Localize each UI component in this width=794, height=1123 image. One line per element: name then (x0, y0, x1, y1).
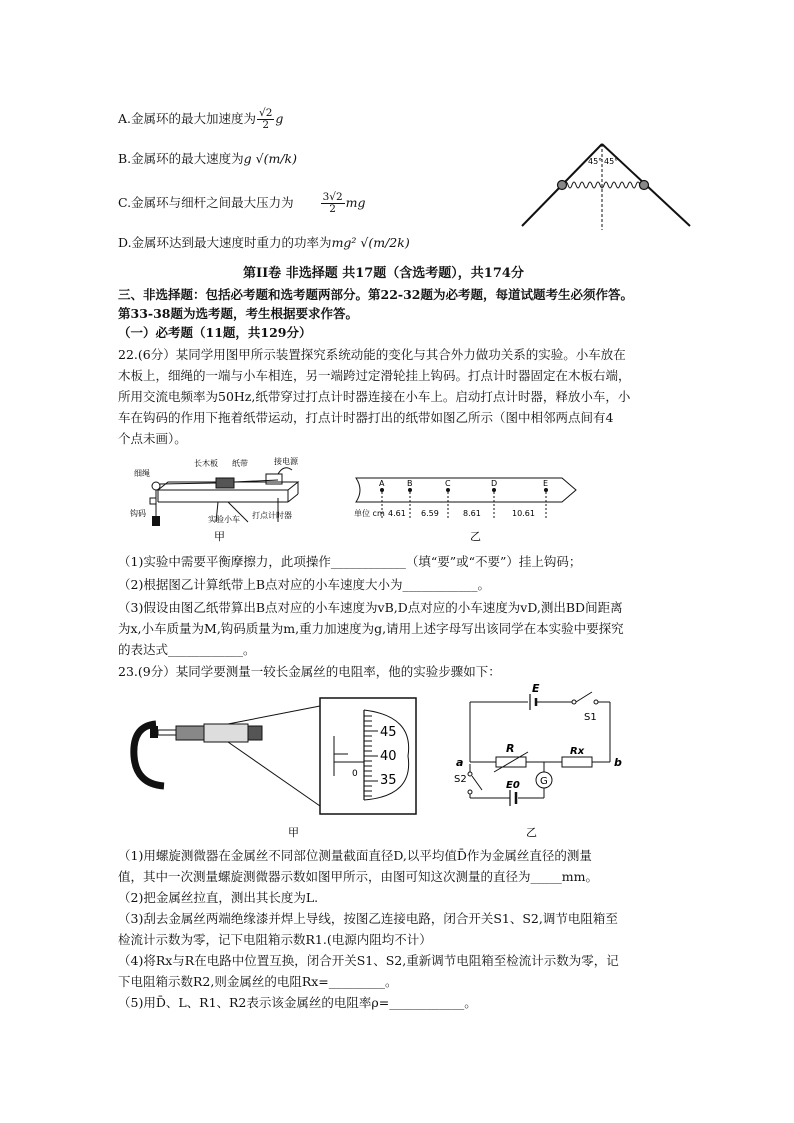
angle-left-label: 45° (588, 157, 603, 166)
option-c-num: 3√2 (322, 191, 343, 203)
tape-point (380, 488, 384, 492)
q23-line-1: 23.(9分）某同学要测量一较长金属丝的电阻率，他的实验步骤如下： (118, 664, 501, 679)
section-heading-2: 第33-38题为选考题，考生根据要求作答。 (118, 306, 358, 321)
q22-sub-2: （2)根据图乙计算纸带上B点对应的小车速度大小为____________。 (118, 577, 491, 592)
right-ring (640, 181, 649, 190)
circuit-b: b (614, 756, 622, 769)
tape-figure (352, 472, 582, 544)
tape-label: 乙 (470, 530, 481, 543)
option-d-text: D.金属环达到最大速度时重力的功率为 (118, 235, 332, 250)
q22-sub-3c: 的表达式____________。 (118, 642, 256, 657)
tape-point-label: D (491, 479, 498, 488)
tape-point-label: B (407, 479, 413, 488)
scale-40: 40 (380, 749, 397, 764)
scale-35: 35 (380, 773, 397, 788)
section-title: 第II卷 非选择题 共17题（含选考题），共174分 (243, 266, 524, 281)
q23-step-1a: （1)用螺旋测微器在金属丝不同部位测量截面直径D,以平均值D̄作为金属丝直径的测量 (118, 848, 592, 863)
option-c-den: 2 (329, 203, 336, 215)
circuit-E: E (532, 682, 540, 695)
q22-line-2: 木板上，细绳的一端与小车相连，另一端跨过定滑轮挂上钩码。打点计时器固定在木板右端， (118, 368, 631, 383)
label-rope: 细绳 (134, 469, 150, 478)
circuit-E0: E0 (506, 780, 520, 791)
q23-step-5: （5)用D̄、L、R1、R2表示该金属丝的电阻率ρ=____________。 (118, 995, 477, 1010)
q23-step-2: （2)把金属丝拉直，测出其长度为L. (118, 890, 319, 905)
label-board: 长木板 (194, 459, 218, 468)
tape-distance: 10.61 (512, 509, 535, 518)
q22-sub-1: （1)实验中需要平衡摩擦力，此项操作____________（填“要”或“不要”）挂上钩码； (118, 554, 582, 569)
q23-step-3b: 检流计示数为零，记下电阻箱示数R1.(电源内阻均不计） (118, 932, 432, 947)
option-a-tail: g (275, 111, 284, 126)
circuit-G: G (540, 776, 548, 787)
option-c-text: C.金属环与细杆之间最大压力为 (118, 195, 294, 210)
section-sub: （一）必考题（11题，共129分） (118, 325, 312, 340)
option-b-text: B.金属环的最大速度为 (118, 151, 244, 166)
tape-point-label: E (543, 479, 549, 488)
micrometer-figure (128, 696, 418, 840)
scale-zero: 0 (352, 769, 358, 779)
label-weight: 钩码 (130, 509, 146, 518)
option-d (118, 234, 410, 252)
circuit-label: 乙 (526, 826, 537, 839)
tape-unit: 单位 cm (354, 509, 385, 518)
option-a-fraction (257, 108, 274, 131)
q23-step-1b: 值，其中一次测量螺旋测微器示数如图甲所示，由图可知这次测量的直径为_____mm。 (118, 869, 598, 884)
tape-distance: 8.61 (463, 509, 481, 518)
scale-45: 45 (380, 725, 397, 740)
apparatus-figure (128, 456, 308, 544)
option-b (118, 150, 297, 168)
q23-step-4b: 下电阻箱示数R2,则金属丝的电阻Rx=_________。 (118, 974, 398, 989)
q22-line-5: 个点未画）。 (118, 431, 187, 446)
option-d-formula: mg² √(m/2k) (331, 235, 410, 250)
micrometer-label: 甲 (288, 826, 299, 839)
circuit-S1: S1 (584, 712, 597, 723)
option-a-den: 2 (262, 119, 270, 131)
tape-distance: 6.59 (421, 509, 439, 518)
option-c (118, 192, 366, 215)
q22-line-3: 所用交流电频率为50Hz,纸带穿过打点计时器连接在小车上。启动打点计时器，释放小车，小 (118, 389, 631, 404)
q23-step-4a: （4)将Rx与R在电路中位置互换，闭合开关S1、S2,重新调节电阻箱至检流计示数为零，记 (118, 953, 619, 968)
option-c-tail: mg (345, 195, 366, 210)
circuit-R: R (506, 742, 515, 755)
label-timer: 打点计时器 (252, 511, 292, 520)
angle-right-label: 45° (604, 157, 619, 166)
q22-line-1: 22.(6分）某同学用图甲所示装置探究系统动能的变化与其合外力做功关系的实验。小车放在 (118, 347, 626, 362)
label-car: 实验小车 (208, 515, 240, 524)
left-ring (558, 181, 567, 190)
circuit-S2: S2 (454, 774, 467, 785)
tape-point (492, 488, 496, 492)
tape-point (408, 488, 412, 492)
rods-spring-figure (518, 140, 708, 232)
tape-distance: 4.61 (388, 509, 406, 518)
q22-sub-3a: （3)假设由图乙纸带算出B点对应的小车速度为vB,D点对应的小车速度为vD,测出BD间距离 (118, 600, 623, 615)
section-heading-1: 三、非选择题：包括必考题和选考题两部分。第22-32题为必考题，每道试题考生必须作答。 (118, 287, 633, 302)
option-b-formula: g √(m/k) (243, 151, 298, 166)
apparatus-label: 甲 (214, 530, 225, 543)
option-a-num: √2 (259, 107, 273, 119)
q22-sub-3b: 为x,小车质量为M,钩码质量为m,重力加速度为g,请用上述字母写出该同学在本实验中要探究 (118, 621, 624, 636)
tape-point-label: A (379, 479, 385, 488)
label-power: 接电源 (274, 457, 298, 466)
circuit-Rx: Rx (570, 746, 585, 757)
q22-line-4: 车在钩码的作用下拖着纸带运动，打点计时器打出的纸带如图乙所示（图中相邻两点间有4 (118, 410, 614, 425)
tape-point (446, 488, 450, 492)
option-a (118, 108, 283, 131)
option-c-fraction (321, 192, 345, 215)
tape-point (544, 488, 548, 492)
circuit-a: a (456, 756, 464, 769)
circuit-figure (450, 680, 626, 840)
option-a-text: A.金属环的最大加速度为 (118, 111, 257, 126)
label-tape: 纸带 (232, 459, 248, 468)
q23-step-3a: （3)刮去金属丝两端绝缘漆并焊上导线，按图乙连接电路，闭合开关S1、S2,调节电阻箱至 (118, 911, 618, 926)
tape-point-label: C (445, 479, 451, 488)
